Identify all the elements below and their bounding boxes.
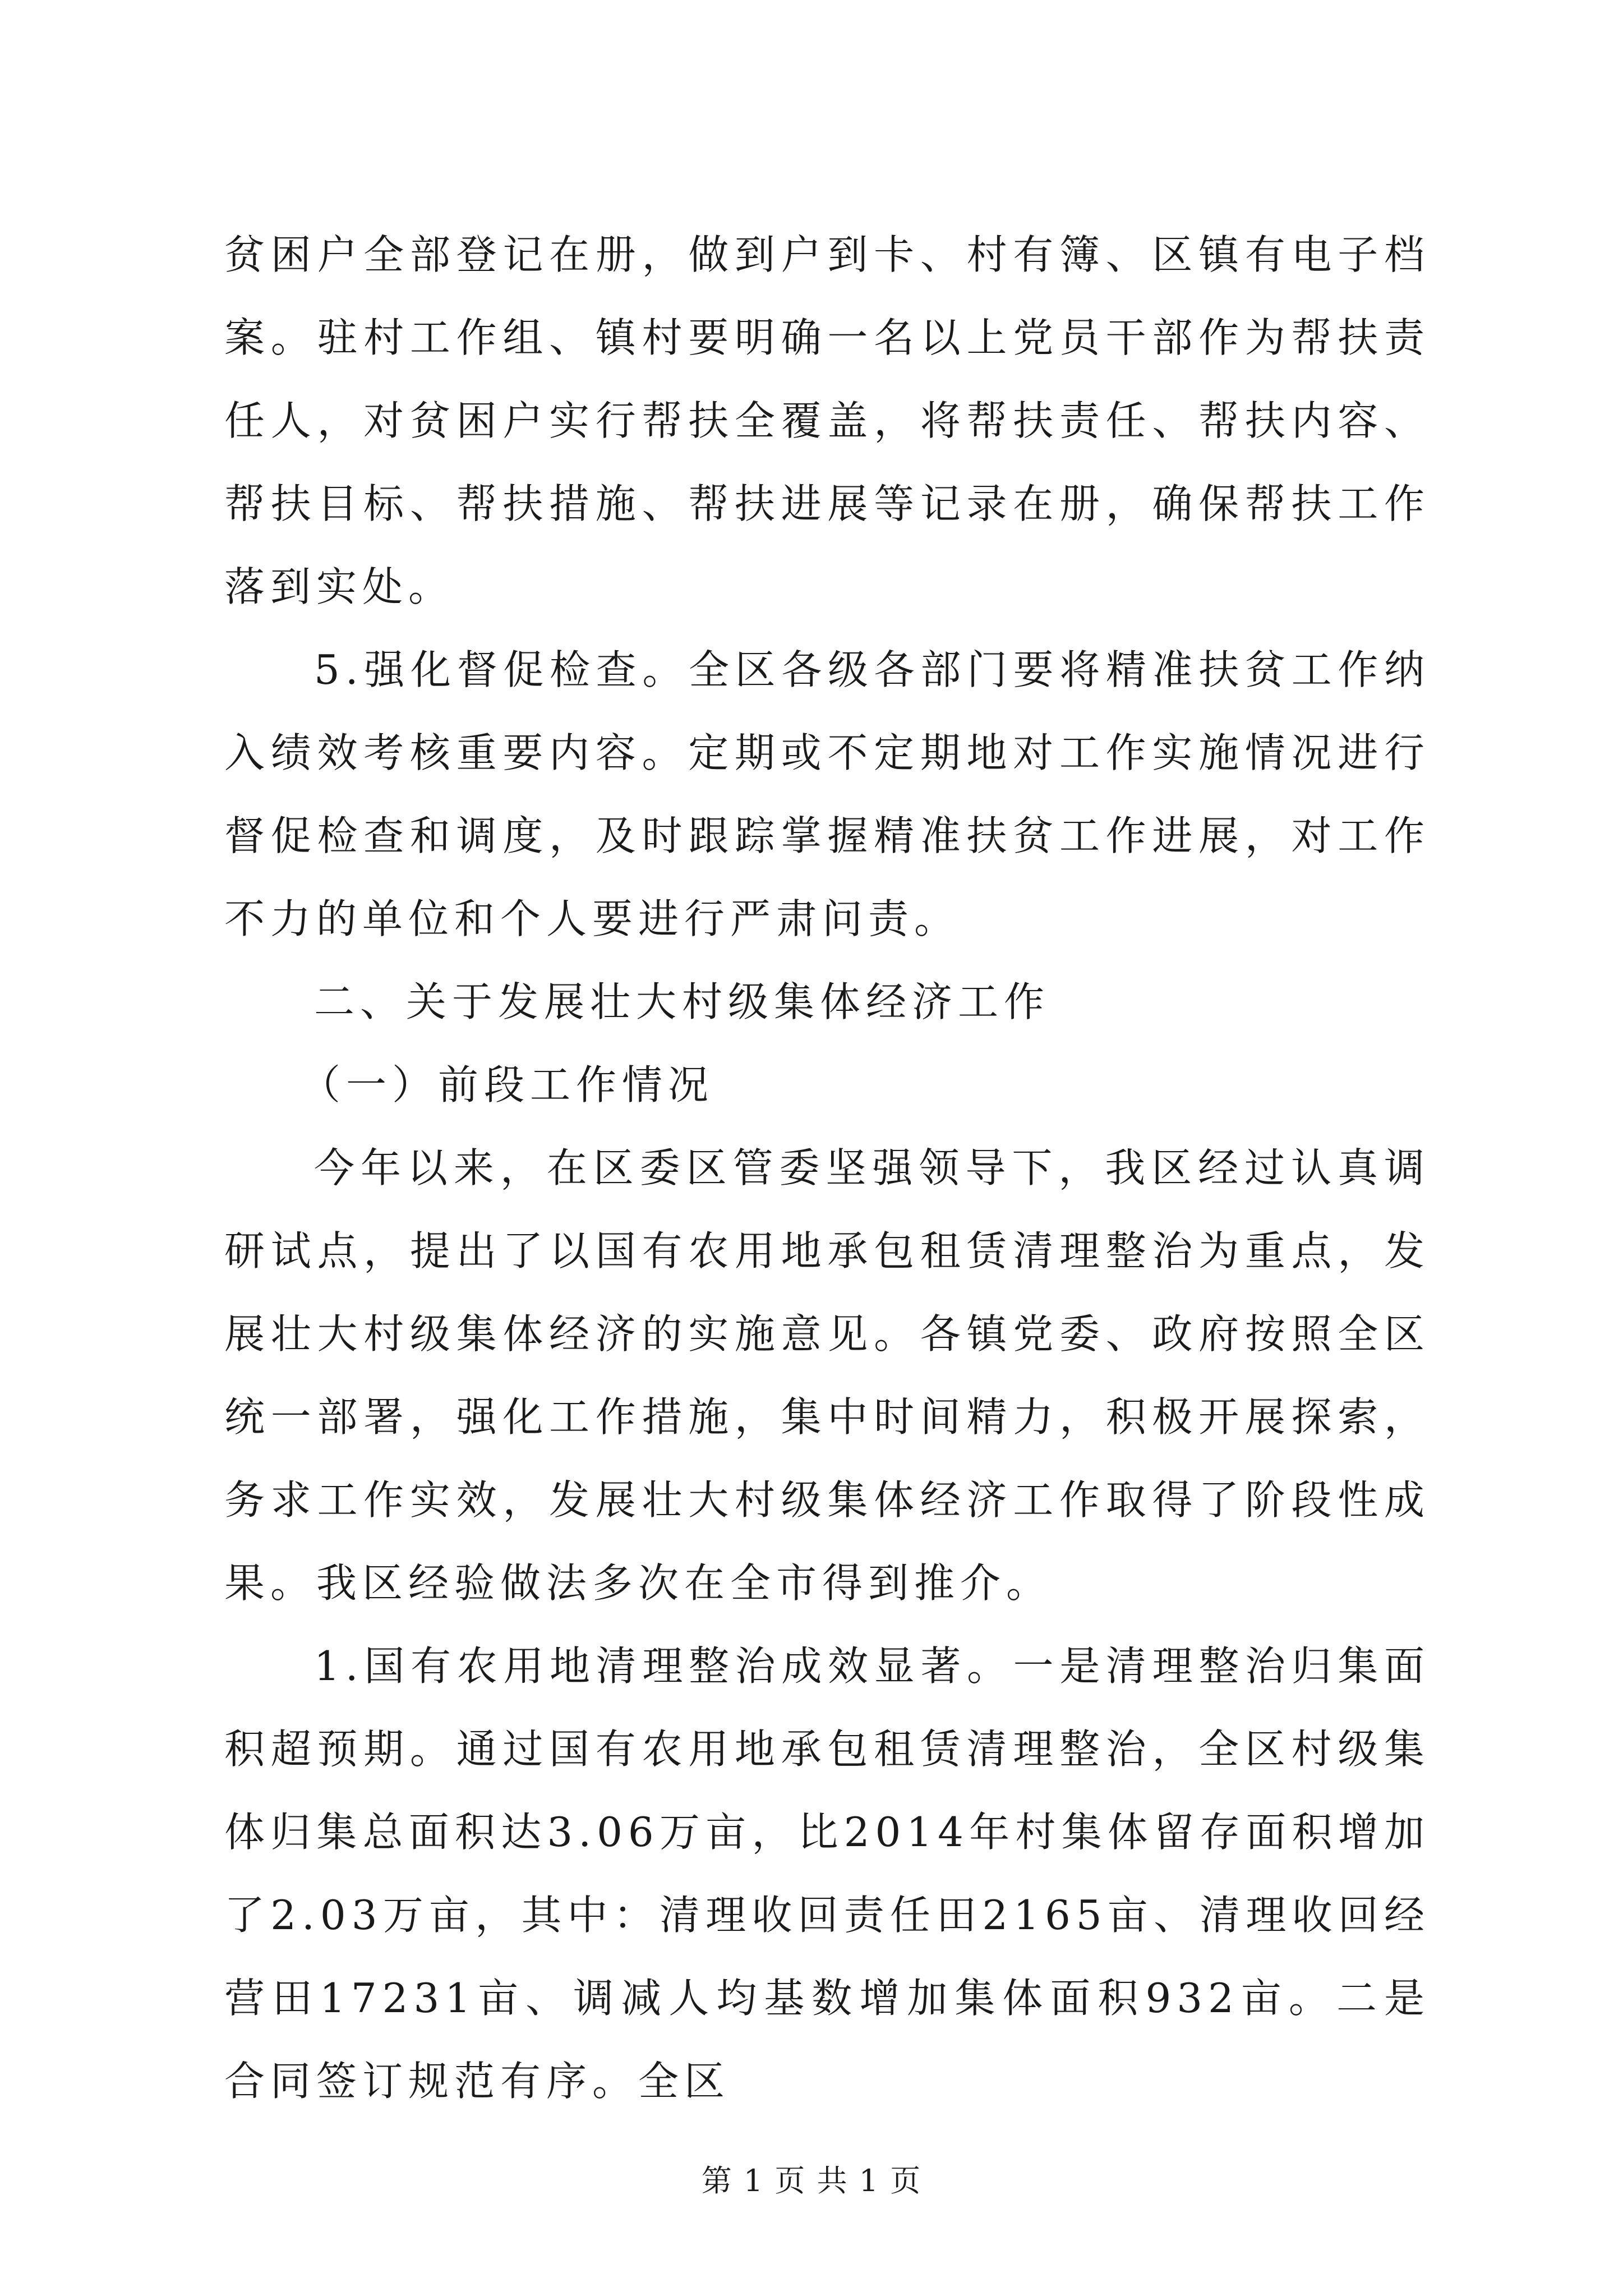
paragraph-land-rectification: 1.国有农用地清理整治成效显著。一是清理整治归集面积超预期。通过国有农用地承包租赁清理整治，全区村级集体归集总面积达3.06万亩，比2014年村集体留存面积增加了2.03万亩，其中：清理收回责任田2165亩、清理收回经营田17231亩、调减人均基数增加集体面积932亩。二是合同签订规范有序。全区 — [224, 1642, 1430, 2105]
document-body — [224, 213, 1430, 2123]
paragraph-supervision: 5.强化督促检查。全区各级各部门要将精准扶贫工作纳入绩效考核重要内容。定期或不定期地对工作实施情况进行督促检查和调度，及时跟踪掌握精准扶贫工作进展，对工作不力的单位和个人要进行严肃问责。 — [224, 646, 1430, 942]
subsection-heading-previous-work: （一）前段工作情况 — [300, 1061, 714, 1108]
paragraph-poverty-registration: 贫困户全部登记在册，做到户到卡、村有簿、区镇有电子档案。驻村工作组、镇村要明确一名以上党员干部作为帮扶责任人，对贫困户实行帮扶全覆盖，将帮扶责任、帮扶内容、帮扶目标、帮扶措施、帮扶进展等记录在册，确保帮扶工作落到实处。 — [224, 231, 1430, 610]
section-heading-collective-economy: 二、关于发展壮大村级集体经济工作 — [314, 978, 1050, 1025]
page-footer: 第 1 页 共 1 页 — [701, 2163, 922, 2198]
paragraph-progress-summary: 今年以来，在区委区管委坚强领导下，我区经过认真调研试点，提出了以国有农用地承包租赁清理整治为重点，发展壮大村级集体经济的实施意见。各镇党委、政府按照全区统一部署，强化工作措施，集中时间精力，积极开展探索，务求工作实效，发展壮大村级集体经济工作取得了阶段性成果。我区经验做法多次在全市得到推介。 — [224, 1144, 1430, 1607]
